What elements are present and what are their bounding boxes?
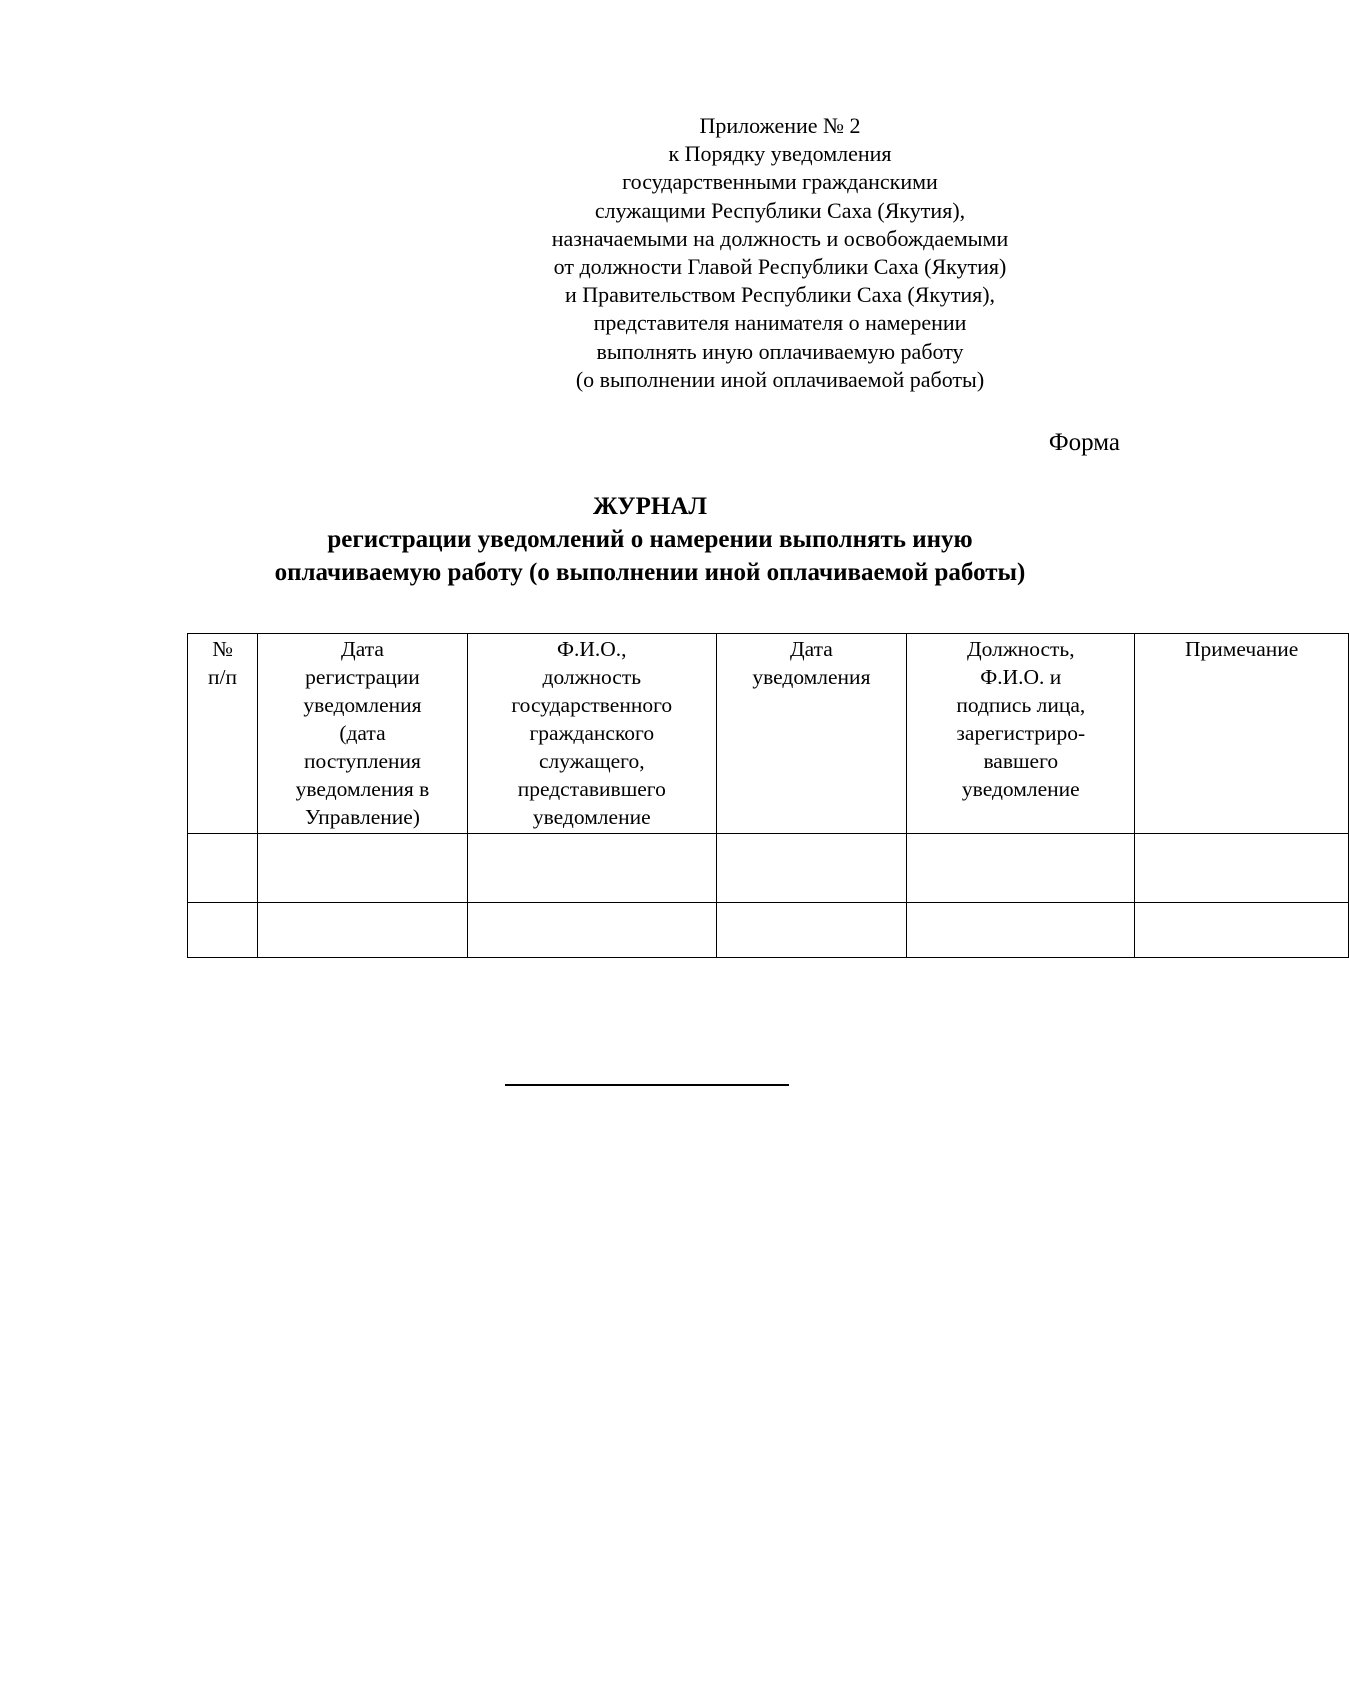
header-number: [188, 634, 258, 834]
header-registration-date-label: Дата регистрации уведомления (дата поступления уведомления в Управление): [295, 637, 430, 829]
table-cell: [716, 903, 907, 958]
header-number-label: № п/п: [207, 637, 237, 689]
header-employee-info-label: Ф.И.О., должность государственного гражданского служащего, представившего уведомление: [511, 637, 673, 829]
journal-title: [180, 490, 1120, 589]
table-cell: [1135, 834, 1349, 903]
header-registration-date: [257, 634, 467, 834]
form-label: Форма: [1048, 429, 1120, 456]
header-note-label: Примечание: [1185, 637, 1299, 661]
table-cell: [716, 834, 907, 903]
table-cell: [907, 903, 1135, 958]
appendix-line: (о выполнении иной оплачиваемой работы): [575, 366, 985, 392]
appendix-line: от должности Главой Республики Саха (Якутия): [553, 254, 1007, 280]
table-row: [188, 903, 1349, 958]
header-notification-date: [716, 634, 907, 834]
table-cell: [188, 903, 258, 958]
journal-subtitle-line-2: оплачиваемую работу (о выполнении иной оплачиваемой работы): [274, 559, 1026, 586]
appendix-line: служащими Республики Саха (Якутия),: [594, 197, 966, 223]
signature-divider-line: [505, 1084, 789, 1086]
table-cell: [467, 903, 716, 958]
appendix-line: выполнять иную оплачиваемую работу: [596, 338, 964, 364]
appendix-line: Приложение № 2: [699, 113, 861, 138]
journal-subtitle-line-1: регистрации уведомлений о намерении выполнять иную: [327, 526, 973, 553]
appendix-line: к Порядку уведомления: [668, 141, 892, 167]
table-cell: [907, 834, 1135, 903]
table-cell: [257, 834, 467, 903]
journal-heading: ЖУРНАЛ: [592, 493, 708, 520]
journal-table: [187, 633, 1349, 958]
header-registrar: [907, 634, 1135, 834]
table-cell: [188, 834, 258, 903]
table-header-row: [188, 634, 1349, 834]
header-employee-info: [467, 634, 716, 834]
header-notification-date-label: Дата уведомления: [752, 637, 871, 689]
table-cell: [1135, 903, 1349, 958]
table-cell: [467, 834, 716, 903]
appendix-line: представителя нанимателя о намерении: [593, 310, 967, 336]
header-note: [1135, 634, 1349, 834]
table-row: [188, 834, 1349, 903]
appendix-block: [500, 112, 1060, 394]
table-cell: [257, 903, 467, 958]
appendix-line: и Правительством Республики Саха (Якутия),: [564, 282, 996, 308]
appendix-line: назначаемыми на должность и освобождаемыми: [551, 225, 1009, 251]
appendix-line: государственными гражданскими: [622, 169, 938, 195]
header-registrar-label: Должность, Ф.И.О. и подпись лица, зарегистриро- вавшего уведомление: [956, 637, 1086, 801]
